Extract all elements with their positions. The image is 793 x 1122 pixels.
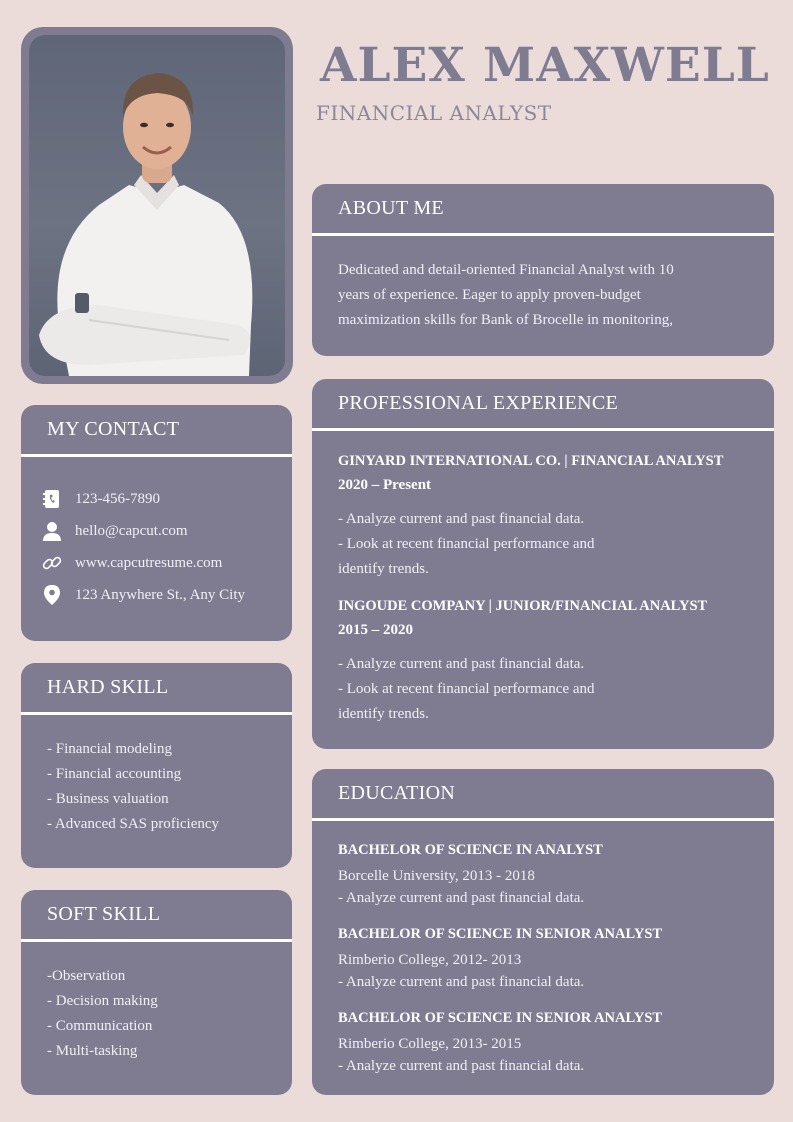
about-line: maximization skills for Bank of Brocelle in monitoring, <box>338 312 673 328</box>
link-icon <box>41 552 63 574</box>
degree-entry <box>338 923 748 993</box>
degree-entry <box>338 1007 748 1077</box>
job-line: - Analyze current and past financial data. <box>338 511 585 527</box>
degree-title: BACHELOR OF SCIENCE IN SENIOR ANALYST <box>338 1010 663 1026</box>
hard-skill-item: - Advanced SAS proficiency <box>47 816 220 832</box>
job-line: identify trends. <box>338 561 429 577</box>
contact-address-text: 123 Anywhere St., Any City <box>75 586 246 603</box>
degree-title: BACHELOR OF SCIENCE IN ANALYST <box>338 842 603 858</box>
about-title: ABOUT ME <box>312 184 774 236</box>
about-body <box>312 236 774 333</box>
soft-skill-item: - Multi-tasking <box>47 1043 138 1059</box>
contact-email <box>41 515 292 547</box>
degree-school: Borcelle University, 2013 - 2018 <box>338 868 535 884</box>
contact-body <box>21 457 292 611</box>
contact-website <box>41 547 292 579</box>
degree-line: - Analyze current and past financial data. <box>338 974 585 990</box>
candidate-name: ALEX MAXWELL <box>320 38 770 93</box>
degree-title: BACHELOR OF SCIENCE IN SENIOR ANALYST <box>338 926 663 942</box>
about-card <box>312 184 774 356</box>
experience-card <box>312 379 774 749</box>
experience-body <box>312 431 774 727</box>
contact-phone-text: 123-456-7890 <box>75 490 160 507</box>
job-line: - Analyze current and past financial data. <box>338 656 585 672</box>
hard-skill-item: - Business valuation <box>47 791 169 807</box>
contact-website-text: www.capcutresume.com <box>75 554 223 571</box>
degree-school: Rimberio College, 2012- 2013 <box>338 952 522 968</box>
job-dates: 2015 – 2020 <box>338 622 413 638</box>
job-line: - Look at recent financial performance and <box>338 536 595 552</box>
about-line: years of experience. Eager to apply proven-budget <box>338 287 641 303</box>
job-title: GINYARD INTERNATIONAL CO. | FINANCIAL ANALYST <box>338 453 724 469</box>
degree-school: Rimberio College, 2013- 2015 <box>338 1036 522 1052</box>
contact-phone <box>41 483 292 515</box>
contact-address <box>41 579 292 611</box>
contact-email-text: hello@capcut.com <box>75 522 188 539</box>
hard-skill-item: - Financial modeling <box>47 741 172 757</box>
soft-skill-item: -Observation <box>47 968 126 984</box>
job-line: identify trends. <box>338 706 429 722</box>
degree-line: - Analyze current and past financial data. <box>338 1058 585 1074</box>
hard-skill-item: - Financial accounting <box>47 766 182 782</box>
hard-skill-title: HARD SKILL <box>21 663 292 715</box>
soft-skill-item: - Communication <box>47 1018 153 1034</box>
job-dates: 2020 – Present <box>338 477 432 493</box>
candidate-role: FINANCIAL ANALYST <box>316 101 552 125</box>
experience-title: PROFESSIONAL EXPERIENCE <box>312 379 774 431</box>
education-title: EDUCATION <box>312 769 774 821</box>
job-line: - Look at recent financial performance and <box>338 681 595 697</box>
soft-skill-title: SOFT SKILL <box>21 890 292 942</box>
hard-skill-card <box>21 663 292 868</box>
soft-skill-list <box>21 942 292 1064</box>
location-pin-icon <box>41 584 63 606</box>
soft-skill-item: - Decision making <box>47 993 158 1009</box>
job-entry <box>338 594 748 727</box>
education-body <box>312 821 774 1077</box>
phone-book-icon <box>41 488 63 510</box>
user-icon <box>41 520 63 542</box>
person-illustration <box>29 35 285 376</box>
contact-card <box>21 405 292 641</box>
education-card <box>312 769 774 1095</box>
contact-title: MY CONTACT <box>21 405 292 457</box>
job-title: INGOUDE COMPANY | JUNIOR/FINANCIAL ANALYST <box>338 598 708 614</box>
hard-skill-list <box>21 715 292 837</box>
soft-skill-card <box>21 890 292 1095</box>
about-line: Dedicated and detail-oriented Financial Analyst with 10 <box>338 262 674 278</box>
degree-entry <box>338 839 748 909</box>
profile-photo-frame <box>21 27 293 384</box>
degree-line: - Analyze current and past financial data. <box>338 890 585 906</box>
profile-photo <box>29 35 285 376</box>
job-entry <box>338 449 748 582</box>
